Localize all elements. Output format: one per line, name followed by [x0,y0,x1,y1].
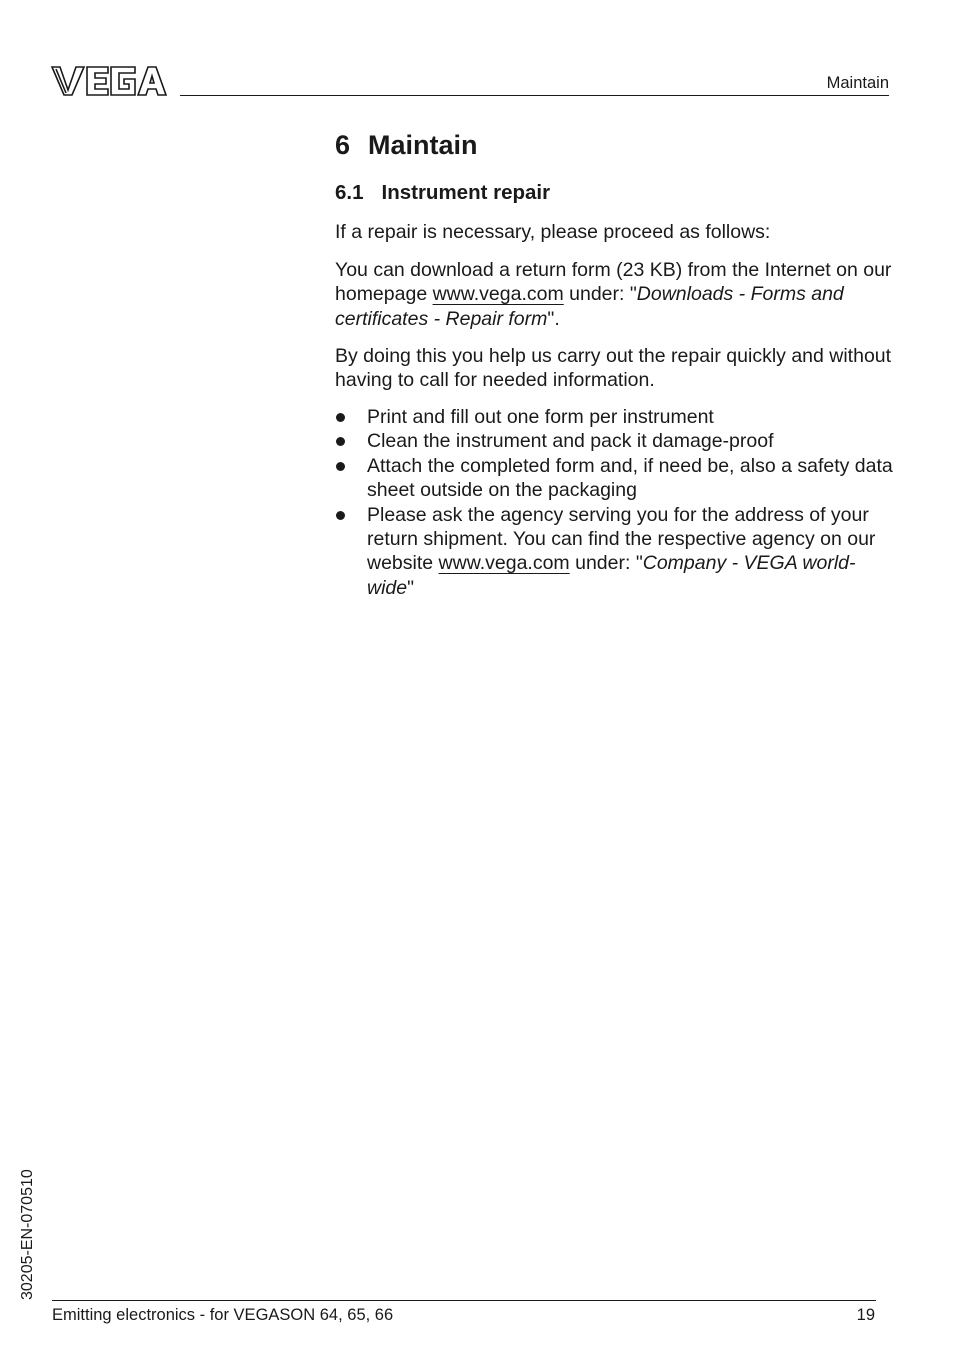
website-path: Company - VEGA world-wide [367,552,856,599]
list-item [335,503,895,601]
list-item [335,405,895,429]
download-path: Downloads - Forms and certificates - Repair form [335,283,844,330]
download-text-suffix: ". [547,307,560,330]
list-item-text-middle: under: " [569,552,643,575]
list-item-text: Please ask the agency serving you for the address of your return shipment. You can find the respective agency on our website [367,503,876,575]
website-link[interactable]: www.vega.com [438,552,570,575]
footer-rule [52,1300,876,1301]
section-heading [335,180,550,206]
page-number: 19 [856,1306,875,1324]
bullet-dot [336,511,345,520]
bullet-dot [336,462,345,471]
chapter-title: Maintain [368,130,478,160]
download-text-middle: under: " [563,283,637,306]
header-rule [180,95,889,96]
list-item-text: Attach the completed form and, if need be, also a safety data sheet outside on the packaging [367,454,893,502]
section-number: 6.1 [335,181,364,204]
intro-paragraph: If a repair is necessary, please proceed as follows: [335,221,771,243]
download-paragraph [335,258,895,331]
footer-title: Emitting electronics - for VEGASON 64, 65, 66 [52,1306,394,1324]
homepage-link[interactable]: www.vega.com [432,283,564,306]
chapter-heading [335,128,478,162]
vega-logo [50,64,168,98]
list-item [335,454,895,503]
bullet-dot [336,413,345,422]
download-text-prefix: You can download a return form (23 KB) from the Internet on our homepage [335,259,892,306]
document-id: 30205-EN-070510 [19,1169,36,1300]
instruction-list [335,405,895,600]
list-item-text: Print and fill out one form per instrument [367,406,714,428]
bullet-dot [336,437,345,446]
list-item-text-suffix: " [407,576,415,599]
header-section-label: Maintain [826,74,889,92]
chapter-number: 6 [335,130,351,160]
list-item-text: Clean the instrument and pack it damage-proof [367,430,774,453]
benefit-paragraph: By doing this you help us carry out the repair quickly and without having to call for needed information. [335,345,892,392]
section-title: Instrument repair [381,181,551,204]
list-item [335,429,895,453]
